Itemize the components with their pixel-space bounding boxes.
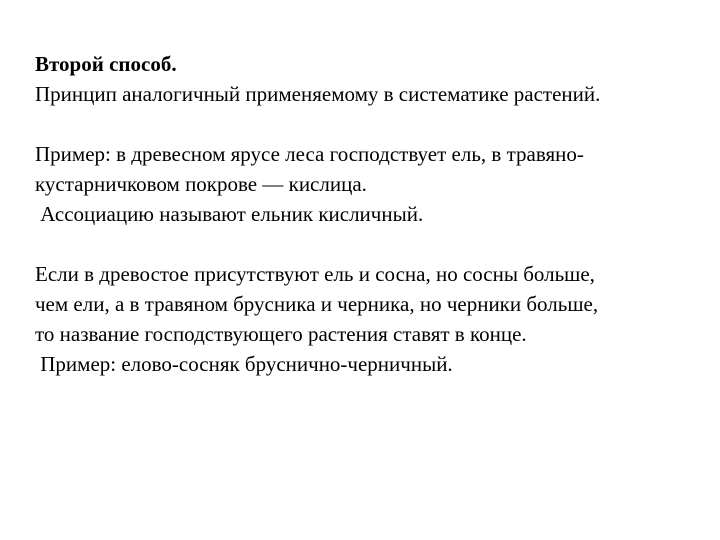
rule-line-4: Пример: елово-сосняк бруснично-черничный. xyxy=(35,352,453,376)
example-line-1: Пример: в древесном ярусе леса господствует ель, в травяно- xyxy=(35,142,584,166)
example-line-2: кустарничковом покрове — кислица. xyxy=(35,172,367,196)
example-line-3: Ассоциацию называют ельник кисличный. xyxy=(35,202,424,226)
rule-line-3: то название господствующего растения ставят в конце. xyxy=(35,322,527,346)
intro-line: Принцип аналогичный применяемому в систематике растений. xyxy=(35,82,601,106)
rule-line-1: Если в древостое присутствуют ель и сосна, но сосны больше, xyxy=(35,262,595,286)
slide-heading: Второй способ. xyxy=(35,52,177,76)
paragraph-gap xyxy=(35,109,705,139)
rule-line-2: чем ели, а в травяном брусника и черника, но черники больше, xyxy=(35,292,599,316)
slide-text-block xyxy=(35,49,705,379)
paragraph-gap xyxy=(35,229,705,259)
